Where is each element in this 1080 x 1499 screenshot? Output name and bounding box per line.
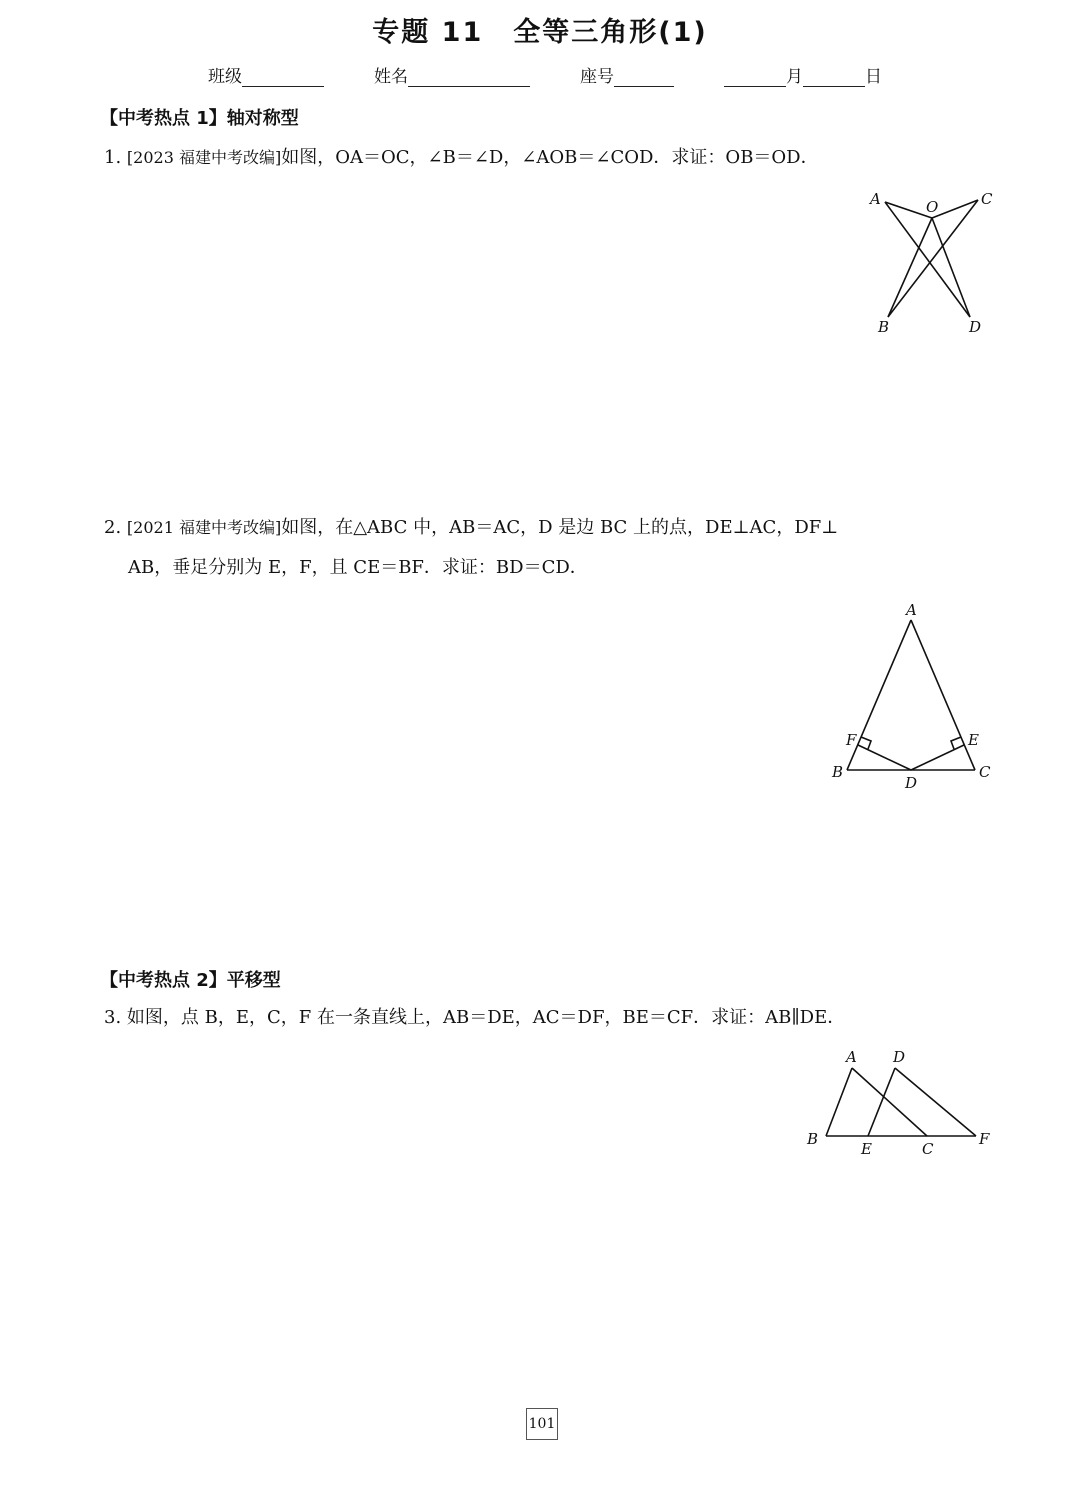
name-label: 姓名 bbox=[374, 67, 408, 87]
problem-3-text: 如图，点 B，E，C，F 在一条直线上，AB＝DE，AC＝DF，BE＝CF．求证：AB∥DE． bbox=[126, 1007, 846, 1028]
problem-2-source: [2021 福建中考改编] bbox=[126, 518, 282, 537]
figure-3 bbox=[800, 1044, 1000, 1164]
month-label: 月 bbox=[786, 67, 803, 87]
seat-label: 座号 bbox=[580, 67, 614, 87]
fig1-label-c: C bbox=[981, 190, 993, 208]
problem-2-text-line1: 如图，在△ABC 中，AB＝AC，D 是边 BC 上的点，DE⊥AC，DF⊥ bbox=[281, 517, 839, 538]
fig2-label-c: C bbox=[979, 763, 991, 781]
problem-2-number: 2. bbox=[104, 517, 122, 538]
fig3-label-b: B bbox=[807, 1130, 819, 1148]
section-heading-1: 【中考热点 1】轴对称型 bbox=[100, 108, 299, 129]
date-field[interactable] bbox=[724, 62, 882, 87]
fig3-label-d: D bbox=[893, 1048, 906, 1066]
fig1-label-d: D bbox=[969, 318, 982, 336]
class-label: 班级 bbox=[208, 67, 242, 87]
fig2-label-e: E bbox=[968, 731, 979, 749]
fig2-label-d: D bbox=[905, 774, 918, 792]
topic-title: 全等三角形(1) bbox=[513, 17, 708, 48]
fig1-label-o: O bbox=[926, 198, 939, 216]
fig2-label-f: F bbox=[846, 731, 857, 749]
fig3-label-c: C bbox=[922, 1140, 934, 1158]
figure-2 bbox=[826, 598, 1006, 798]
day-label: 日 bbox=[865, 67, 882, 87]
problem-3 bbox=[104, 998, 1004, 1038]
fig2-label-a: A bbox=[906, 601, 917, 619]
problem-1-text: 如图，OA＝OC，∠B＝∠D，∠AOB＝∠COD．求证：OB＝OD． bbox=[281, 147, 819, 168]
section-heading-2: 【中考热点 2】平移型 bbox=[100, 970, 281, 991]
day-blank[interactable] bbox=[803, 68, 865, 87]
fig3-label-e: E bbox=[861, 1140, 872, 1158]
fig2-label-b: B bbox=[832, 763, 844, 781]
figure-1 bbox=[860, 180, 1000, 340]
fig1-label-b: B bbox=[878, 318, 890, 336]
name-blank[interactable] bbox=[408, 68, 530, 87]
fig3-label-a: A bbox=[846, 1048, 857, 1066]
problem-3-number: 3. bbox=[104, 1007, 122, 1028]
page-number: 101 bbox=[526, 1408, 558, 1440]
class-blank[interactable] bbox=[242, 68, 324, 87]
fig3-label-f: F bbox=[979, 1130, 990, 1148]
problem-1-source: [2023 福建中考改编] bbox=[126, 148, 282, 167]
class-field[interactable] bbox=[208, 62, 324, 87]
seat-blank[interactable] bbox=[614, 68, 674, 87]
seat-field[interactable] bbox=[580, 62, 674, 87]
problem-1-number: 1. bbox=[104, 147, 122, 168]
topic-number: 专题 11 bbox=[372, 17, 484, 48]
name-field[interactable] bbox=[374, 62, 530, 87]
problem-2-text-line2: AB，垂足分别为 E，F，且 CE＝BF．求证：BD＝CD． bbox=[128, 557, 588, 578]
problem-2 bbox=[104, 508, 1004, 588]
month-blank[interactable] bbox=[724, 68, 786, 87]
page-title bbox=[0, 10, 1080, 49]
problem-1 bbox=[104, 138, 1004, 178]
fig1-label-a: A bbox=[870, 190, 881, 208]
